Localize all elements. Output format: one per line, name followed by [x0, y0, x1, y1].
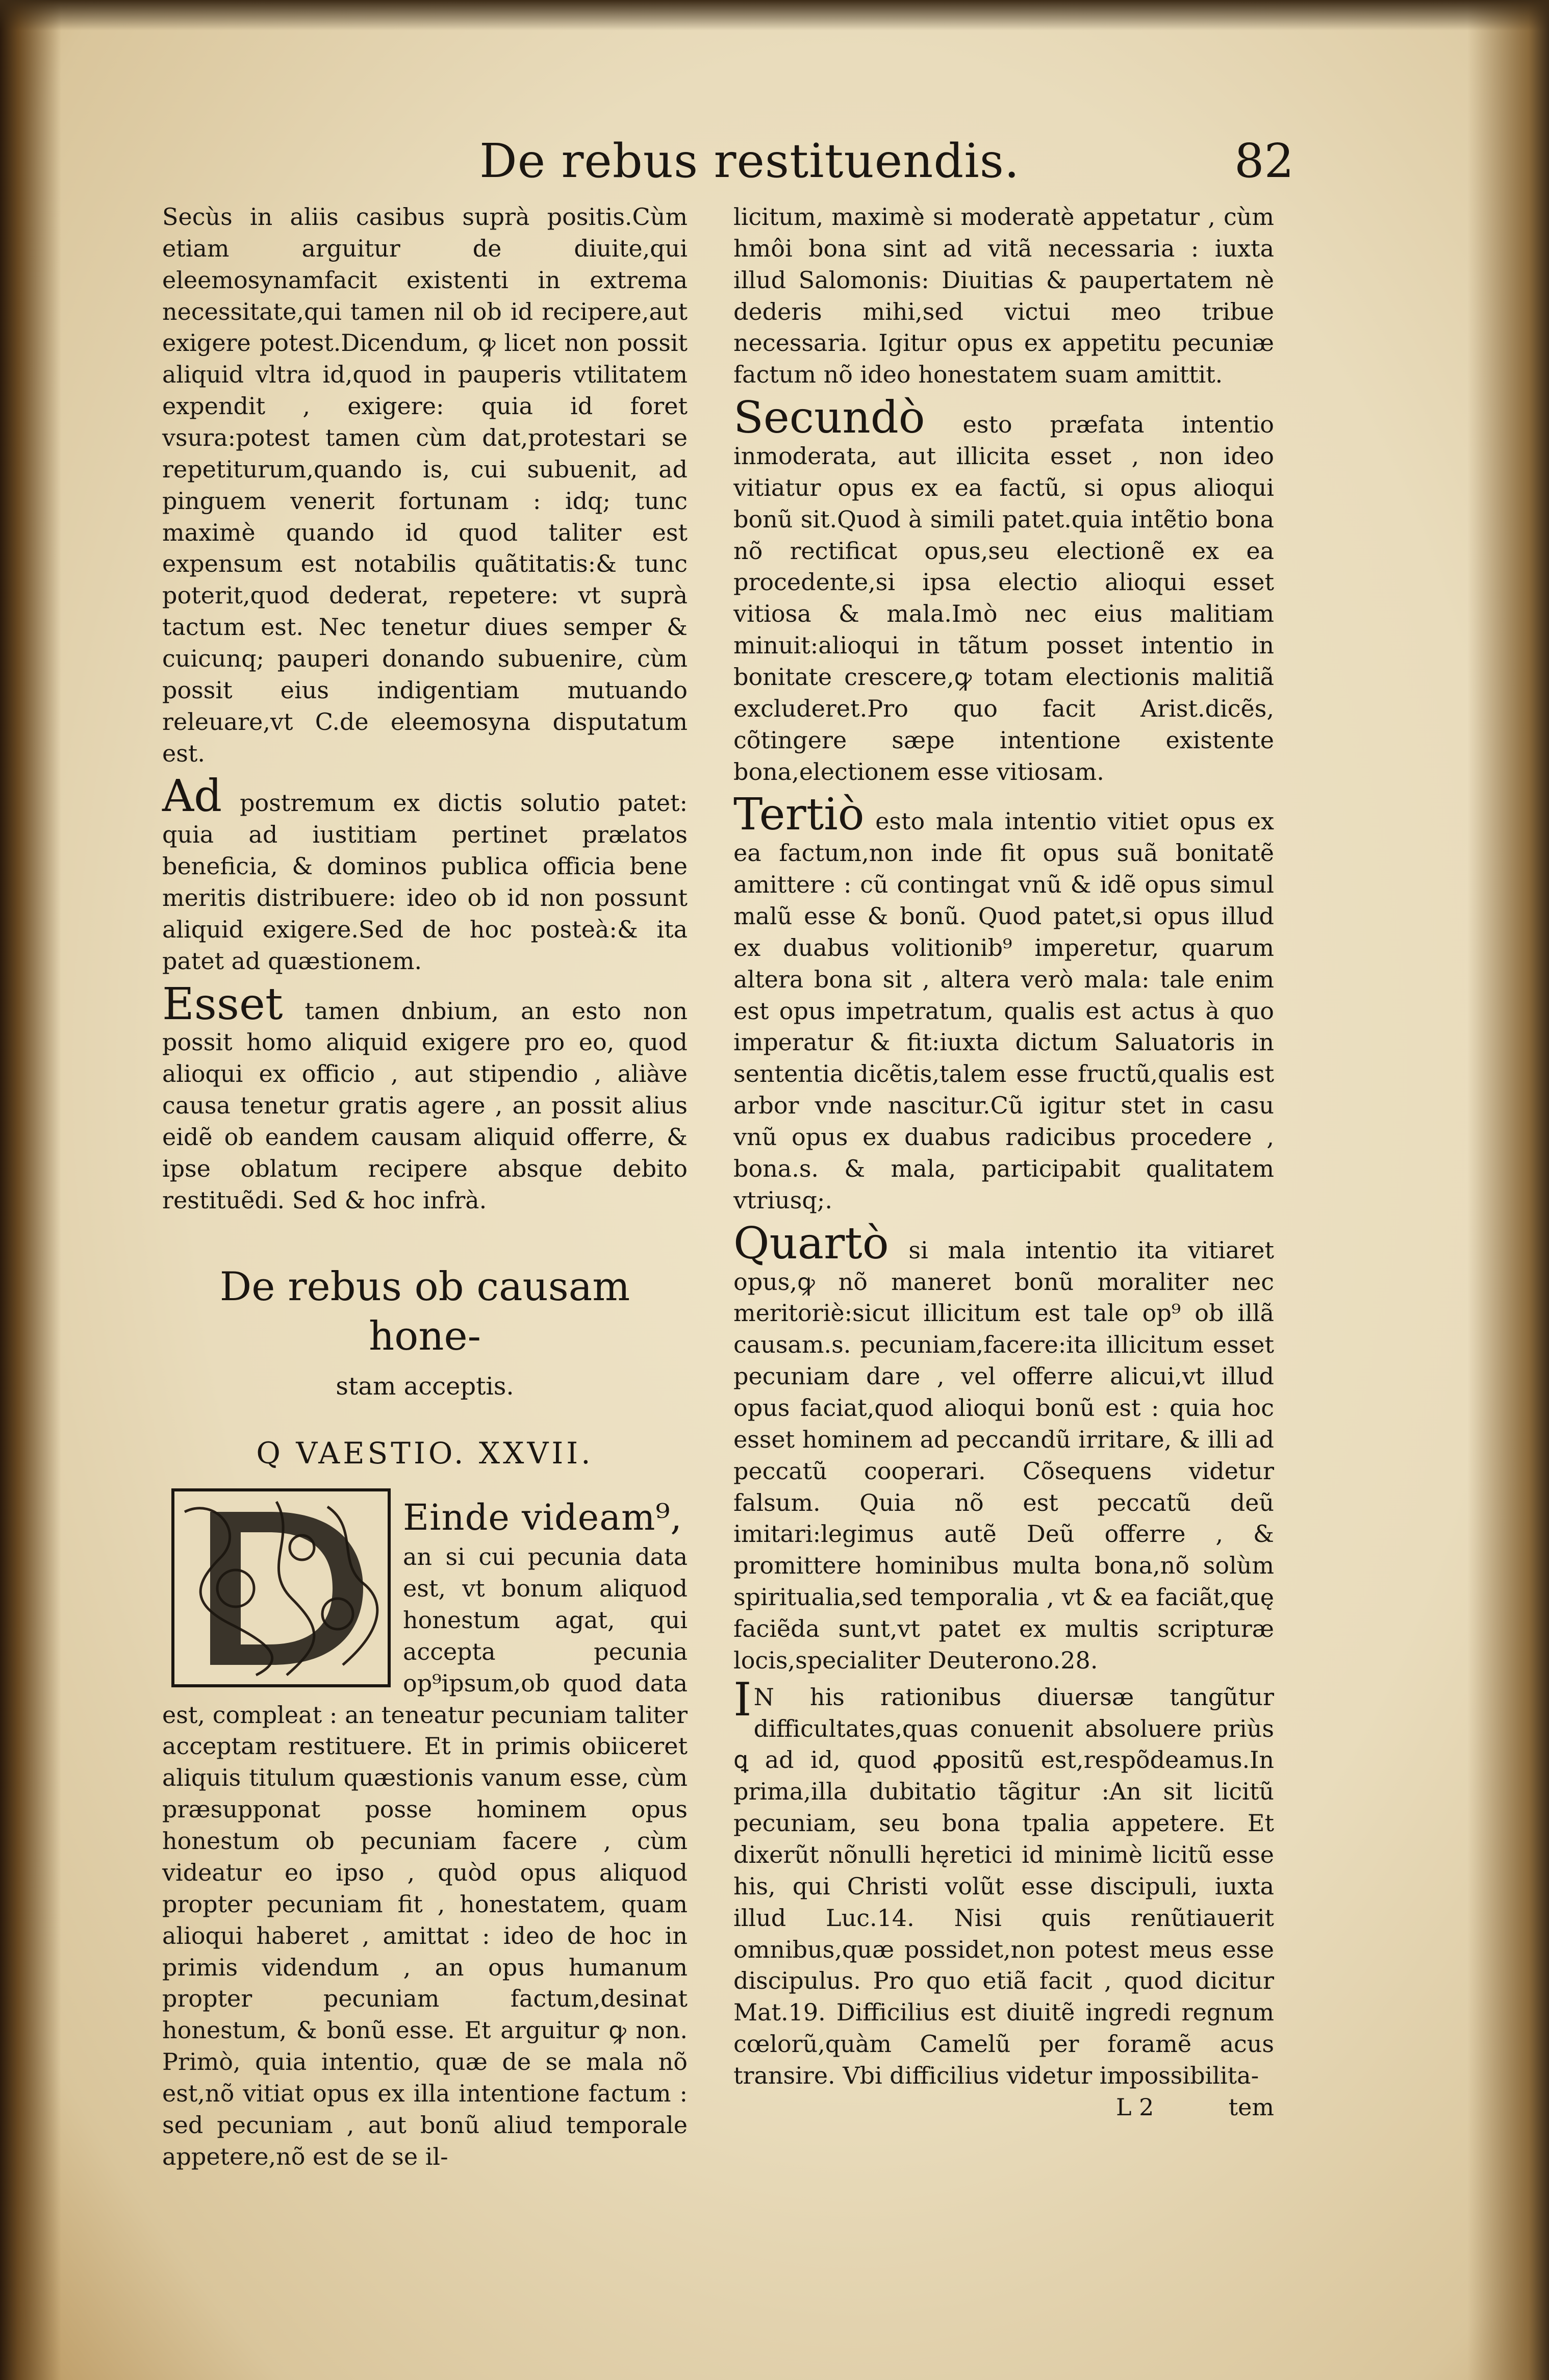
lead-word-secundo: Secundò	[733, 392, 925, 444]
section-title-line1: De rebus ob causam hone-	[219, 1263, 630, 1360]
right-secundo	[733, 392, 1274, 788]
lead-word-tertio: Tertiò	[733, 789, 865, 841]
page-top-shadow	[0, 0, 1549, 31]
quaestio-heading: Q VAESTIO. XXVII.	[256, 1436, 594, 1471]
right-final	[733, 1673, 1274, 2092]
initial-ornament-icon	[174, 1491, 388, 1684]
right-tertio	[733, 789, 1274, 1216]
folio-number: 82	[1234, 134, 1294, 188]
right-column	[733, 201, 1274, 2123]
initial-lead-text: Einde videam⁹,	[403, 1497, 682, 1539]
right-quarto-text: si mala intentio ita vitiaret opus,ꝙ nõ maneret bonũ moraliter nec meritoriè:sicut illicitum est tale op⁹ ob illã causam.s. pecuniam,facere:ita illicitum esset pecuniam dare , vel offerre alicui,vt illud opus faciat,quod alioqui bonũ est : quia hoc esset hominem ad peccandũ irritare, & illi ad peccatũ cooperari. Cõsequens videtur falsum. Quia nõ est peccatũ deũ imitari:legimus autẽ Deũ offerre , & promittere hominibus multa bona,nõ solùm spiritualia,sed temporalia , vt & ea faciãt,quę faciẽda sunt,vt patet ex multis scripturæ locis,specialiter Deuterono.28.	[733, 1236, 1274, 1674]
right-tertio-text: esto mala intentio vitiet opus ex ea factum,non inde fit opus suã bonitatẽ amittere : cũ contingat vnũ & idẽ opus simul malũ esse & bonũ. Quod patet,si opus illud ex duabus volitionib⁹ imperetur, quarum altera bona sit , altera verò mala: tale enim est opus impetratum, qualis est actus à quo imperatur & fit:iuxta dictum Saluatoris in sententia dicẽtis,talem esse fructũ,qualis est arbor vnde nascitur.Cũ igitur stet in casu vnũ opus ex duabus radicibus procedere , bona.s. & mala, participabit qualitatem vtriusq;.	[733, 807, 1274, 1214]
lead-word-ad: Ad	[162, 771, 222, 822]
signature-mark: L 2	[1116, 2093, 1154, 2121]
right-intro: licitum, maximè si moderatè appetatur , cùm hmôi bona sint ad vitã necessaria : iuxta illud Salomonis: Diuitias & paupertatem nè dederis mihi,sed victui meo tribue necessaria. Igitur opus ex appetitu pecuniæ factum nõ ideo honestatem suam amittit.	[733, 203, 1274, 389]
quaestio-body	[162, 1493, 688, 2172]
lead-word-quarto: Quartò	[733, 1218, 889, 1269]
left-paragraph-1: Secùs in aliis casibus suprà positis.Cùm etiam arguitur de diuite,qui eleemosynamfacit existenti in extrema necessitate,qui tamen nil ob id recipere,aut exigere potest.Dicendum, ꝙ licet non possit aliquid vltra id,quod in pauperis vtilitatem expendit , exigere: quia id foret vsura:potest tamen cùm dat,protestari se repetiturum,quando is, cui subuenit, ad pinguem venerit fortunam : idq; tunc maximè quando id quod taliter est expensum est notabilis quãtitatis:& tunc poterit,quod dederat, repetere: vt suprà tactum est. Nec tenetur diues semper & cuicunq; pauperi donando subuenire, cùm possit eius indigentiam mutuando releuare,vt C.de eleemosyna disputatum est.	[162, 203, 688, 767]
left-column	[162, 201, 688, 2173]
right-secundo-text: esto præfata intentio inmoderata, aut illicita esset , non ideo vitiatur opus ex ea factũ, si opus alioqui bonũ sit.Quod à simili patet.quia intẽtio bona nõ rectificat opus,seu electionẽ ex ea procedente,si ipsa electio alioqui esset vitiosa & mala.Imò nec eius malitiam minuit:alioqui in tãtum posset intentio in bonitate crescere,ꝙ totam electionis malitiã excluderet.Pro quo facit Arist.dicẽs, cõtingere sæpe intentione existente bona,electionem esse vitiosam.	[733, 411, 1274, 786]
section-title	[162, 1262, 688, 1362]
left-paragraph-2	[162, 771, 688, 977]
right-final-text: N his rationibus diuersæ tangũtur difficultates,quas conuenit absoluere priùs ꝗ ad id, quod ꝓpositũ est,respõdeamus.In prima,illa dubitatio tãgitur :An sit licitũ pecuniam, seu bona tpalia appetere. Et dixerũt nõnulli hęretici id minimè licitũ esse his, qui Christi volũt esse discipuli, iuxta illud Luc.14. Nisi quis renũtiauerit omnibus,quæ possidet,non potest meus esse discipulus. Pro quo etiã facit , quod dicitur Mat.19. Difficilius est diuitẽ ingredi regnum cœlorũ,quàm Camelũ per foramẽ acus transire. Vbi difficilius videtur impossibilita-	[733, 1683, 1274, 2089]
left-paragraph-3-text: tamen dnbium, an esto non possit homo aliquid exigere pro eo, quod alioqui ex officio , aut stipendio , aliàve causa tenetur gratis agere , an possit alius eidẽ ob eandem causam aliquid offerre, & ipse oblatum recipere absque debito restituẽdi. Sed & hoc infrà.	[162, 997, 688, 1214]
running-head: De rebus restituendis.	[479, 134, 1020, 188]
decorated-initial	[171, 1488, 391, 1687]
page-gutter-shadow	[0, 0, 61, 2380]
quaestio-text: an si cui pecunia data est, vt bonum aliquod honestum agat, qui accepta pecunia op⁹ipsum,ob quod data est, compleat : an teneatur pecuniam taliter acceptam restituere. Et in primis obiiceret aliquis titulum quæstionis vanum esse, cùm præsupponat posse hominem opus honestum ob pecuniam facere , cùm videatur eo ipso , quòd opus aliquod propter pecuniam fit , honestatem, quam alioqui haberet , amittat : ideo de hoc in primis videndum , an opus humanum propter pecuniam factum,desinat honestum, & bonũ esse. Et arguitur ꝙ non. Primò, quia intentio, quæ de se mala nõ est,nõ vitiat opus ex illa intentione factum : sed pecuniam , aut bonũ aliud temporale appetere,nõ est de se il-	[162, 1543, 688, 2170]
lead-word-esset: Esset	[162, 978, 283, 1030]
right-quarto	[733, 1218, 1274, 1677]
section-title-line2: stam acceptis.	[336, 1372, 514, 1401]
page-edge-shadow	[1467, 0, 1549, 2380]
signature-catchword-line	[733, 2092, 1274, 2123]
left-paragraph-3	[162, 978, 688, 1217]
catchword: tem	[1228, 2093, 1274, 2121]
left-paragraph-2-text: postremum ex dictis solutio patet: quia ad iustitiam pertinet prælatos beneficia, & dominos publica officia bene meritis distribuere: ideo ob id non possunt aliquid exigere.Sed de hoc posteà:& ita patet ad quæstionem.	[162, 789, 688, 975]
initial-i: I	[733, 1673, 752, 1727]
